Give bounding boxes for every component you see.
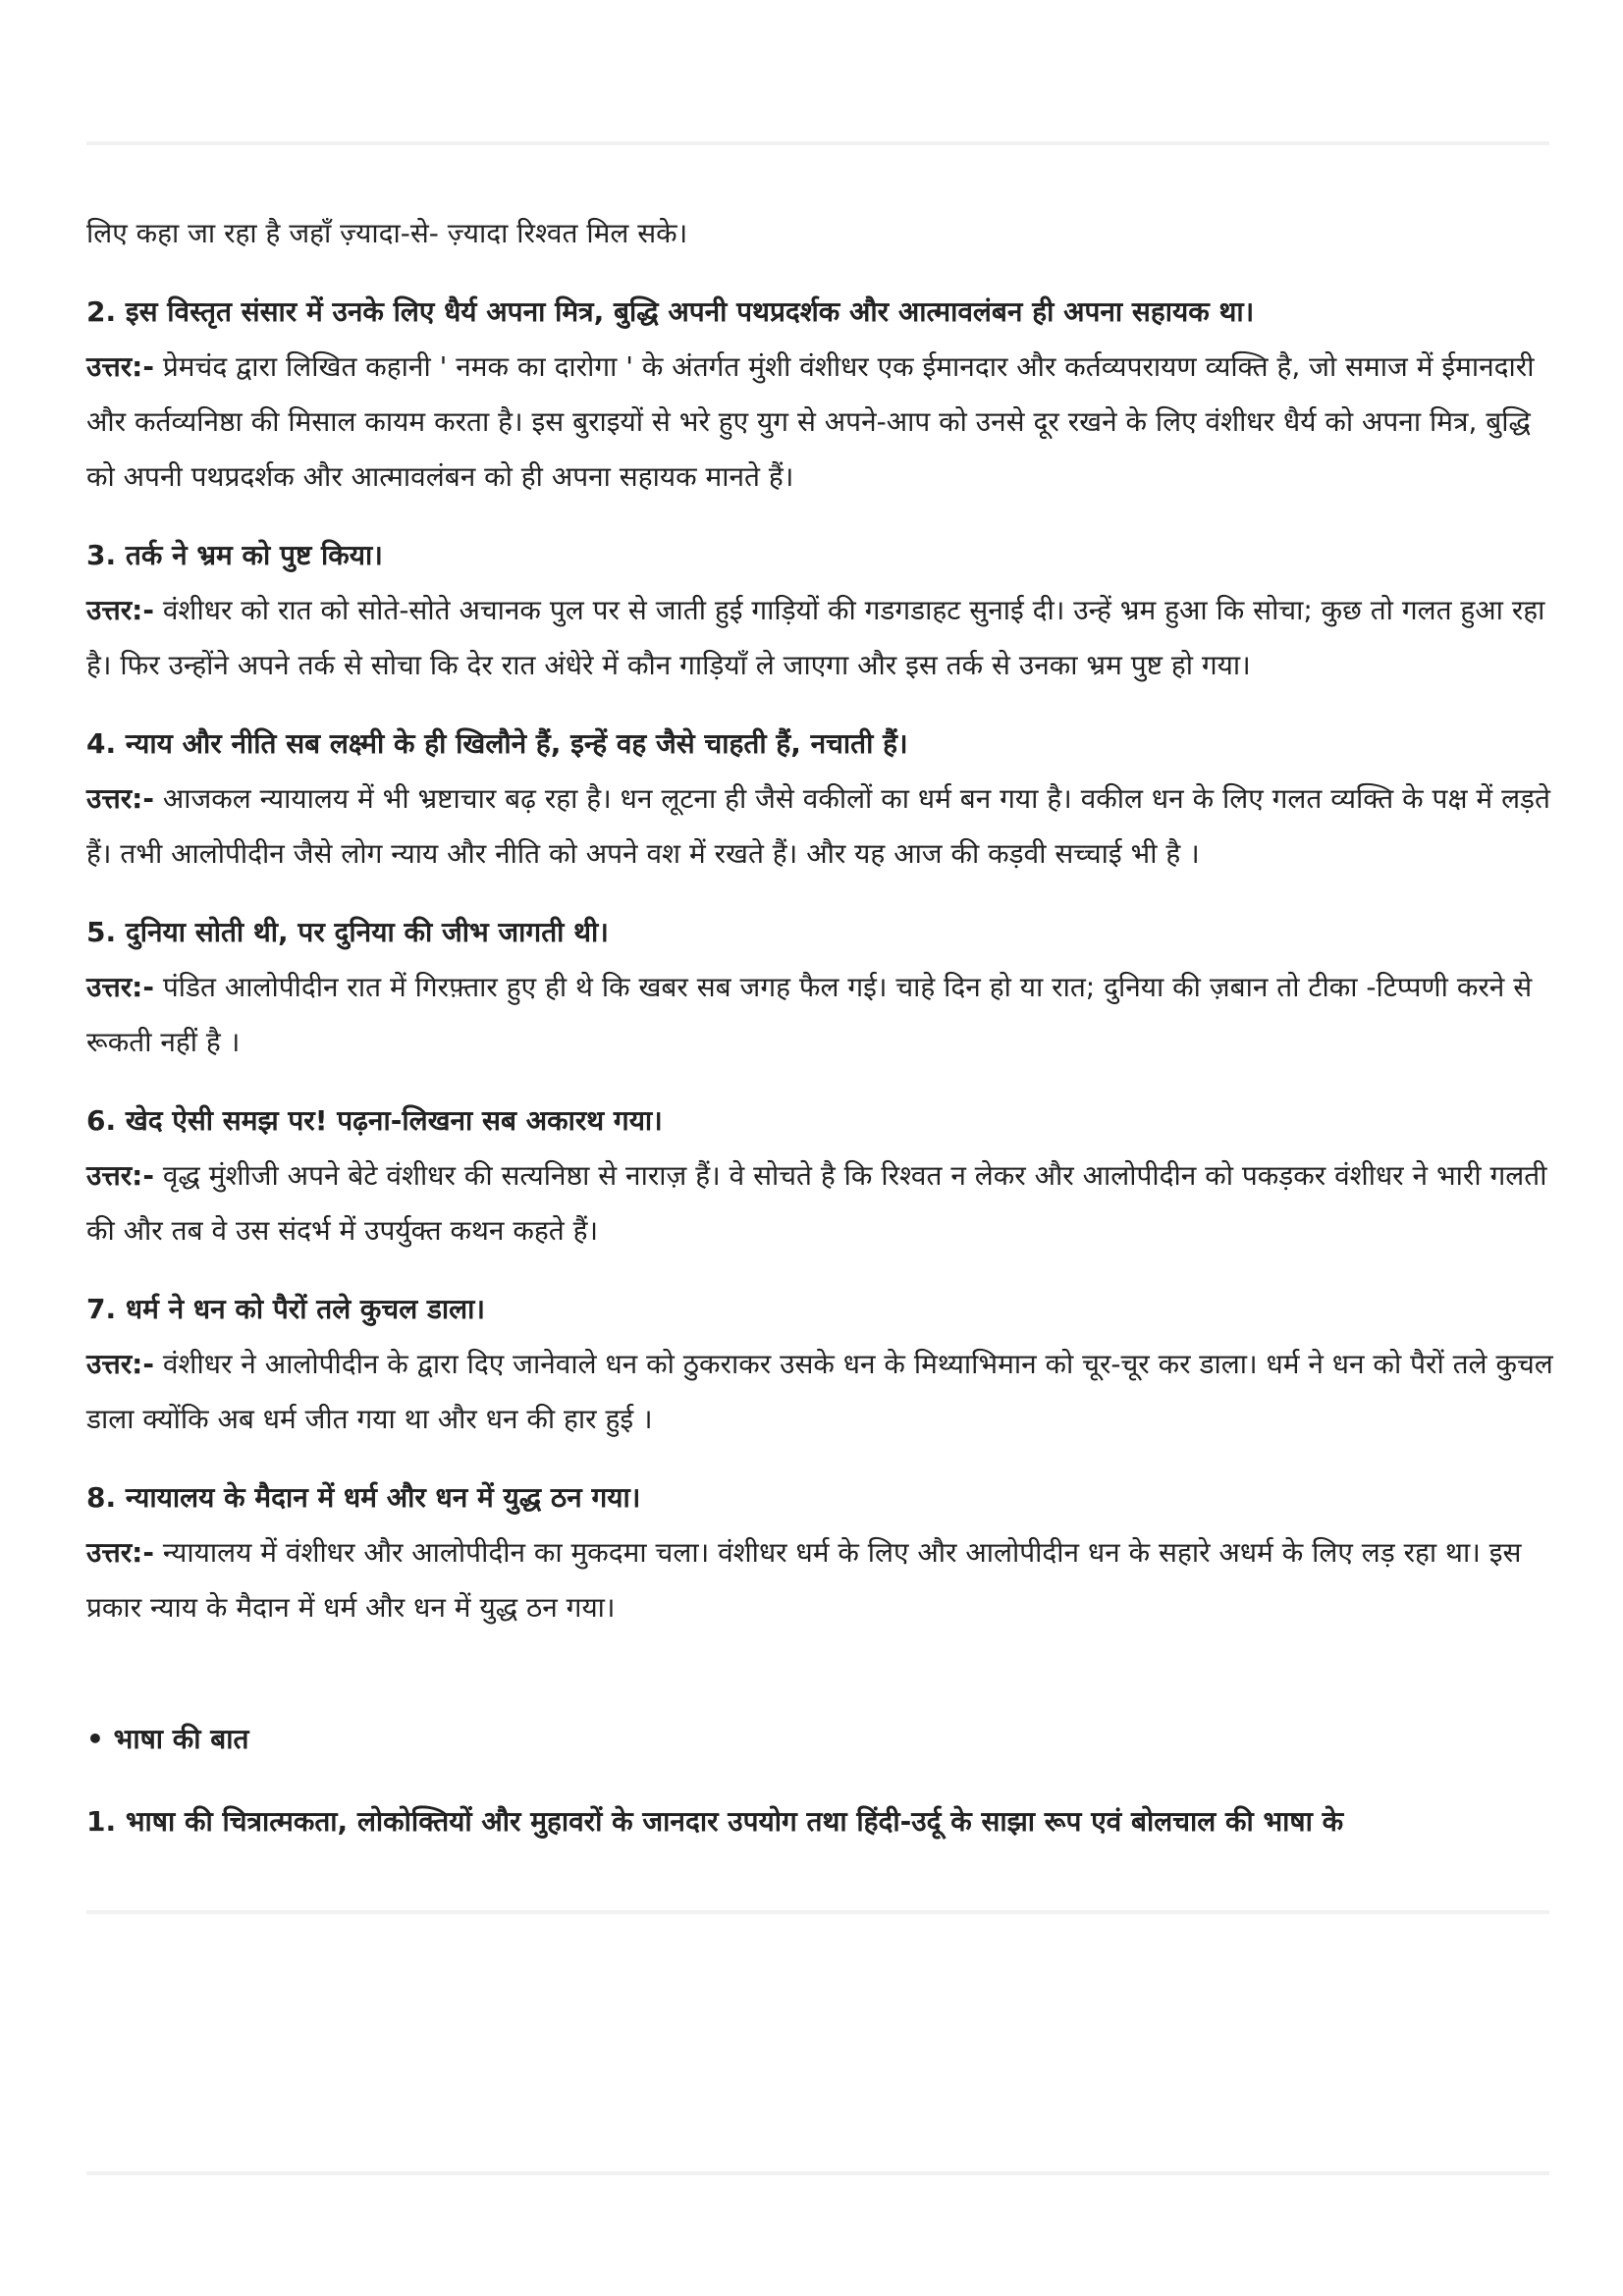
- qa-item-3: [86, 528, 1559, 693]
- qa-item-4: [86, 717, 1559, 881]
- question-8: 8. न्यायालय के मैदान में धर्म और धन में युद्ध ठन गया।: [86, 1481, 641, 1514]
- answer-label: उत्तर:-: [86, 1348, 154, 1380]
- answer-label: उत्तर:-: [86, 594, 154, 626]
- answer-2: [86, 340, 1559, 505]
- answer-text: वंशीधर को रात को सोते-सोते अचानक पुल पर से जाती हुई गाड़ियों की गडगडाहट सुनाई दी। उन्हें भ्रम हुआ कि सोचा; कुछ तो गलत हुआ रहा है। फिर उन्होंने अपने तर्क से सोचा कि देर रात अंधेरे में कौन गाड़ियाँ ले जाएगा और इस तर्क से उनका भ्रम पुष्ट हो गया।: [86, 594, 1545, 681]
- answer-text: वृद्ध मुंशीजी अपने बेटे वंशीधर की सत्यनिष्ठा से नाराज़ हैं। वे सोचते है कि रिश्वत न लेकर और आलोपीदीन को पकड़कर वंशीधर ने भारी गलती की और तब वे उस संदर्भ में उपर्युक्त कथन कहते हैं।: [86, 1159, 1547, 1247]
- qa-item-7: [86, 1282, 1559, 1447]
- question-2: 2. इस विस्तृत संसार में उनके लिए धैर्य अपना मित्र, बुद्धि अपनी पथप्रदर्शक और आत्मावलंबन ही अपना सहायक था।: [86, 295, 1255, 328]
- question-7: 7. धर्म ने धन को पैरों तले कुचल डाला।: [86, 1293, 486, 1325]
- top-divider: [86, 141, 1549, 145]
- section-divider: [86, 1910, 1549, 1914]
- answer-label: उत्तर:-: [86, 782, 154, 815]
- qa-item-6: [86, 1094, 1559, 1258]
- answer-label: उत्तर:-: [86, 350, 154, 383]
- answer-text: पंडित आलोपीदीन रात में गिरफ़्तार हुए ही थे कि खबर सब जगह फैल गई। चाहे दिन हो या रात; दुनिया की ज़बान तो टीका -टिप्पणी करने से रूकती नहीं है ।: [86, 971, 1533, 1058]
- answer-text: वंशीधर ने आलोपीदीन के द्वारा दिए जानेवाले धन को ठुकराकर उसके धन के मिथ्याभिमान को चूर-चूर कर डाला। धर्म ने धन को पैरों तले कुचल डाला क्योंकि अब धर्म जीत गया था और धन की हार हुई ।: [86, 1348, 1553, 1435]
- qa-item-2: [86, 285, 1559, 505]
- answer-3: [86, 583, 1559, 693]
- question-4: 4. न्याय और नीति सब लक्ष्मी के ही खिलौने हैं, इन्हें वह जैसे चाहती हैं, नचाती हैं।: [86, 727, 908, 760]
- answer-8: [86, 1525, 1559, 1635]
- answer-text: न्यायालय में वंशीधर और आलोपीदीन का मुकदमा चला। वंशीधर धर्म के लिए और आलोपीदीन धन के सहारे अधर्म के लिए लड़ रहा था। इस प्रकार न्याय के मैदान में धर्म और धन में युद्ध ठन गया।: [86, 1536, 1522, 1624]
- answer-6: [86, 1148, 1559, 1258]
- section-heading: • भाषा की बात: [86, 1723, 249, 1755]
- intro-paragraph: लिए कहा जा रहा है जहाँ ज़्यादा-से- ज़्यादा रिश्वत मिल सके।: [86, 217, 688, 249]
- answer-label: उत्तर:-: [86, 1536, 154, 1569]
- qa-item-5: [86, 905, 1559, 1070]
- answer-5: [86, 960, 1559, 1070]
- answer-text: आजकल न्यायालय में भी भ्रष्टाचार बढ़ रहा है। धन लूटना ही जैसे वकीलों का धर्म बन गया है। वकील धन के लिए गलत व्यक्ति के पक्ष में लड़ते हैं। तभी आलोपीदीन जैसे लोग न्याय और नीति को अपने वश में रखते हैं। और यह आज की कड़वी सच्चाई भी है ।: [86, 782, 1550, 870]
- question-5: 5. दुनिया सोती थी, पर दुनिया की जीभ जागती थी।: [86, 916, 609, 948]
- answer-label: उत्तर:-: [86, 1159, 154, 1192]
- language-question-1: 1. भाषा की चित्रात्मकता, लोकोक्तियों और मुहावरों के जानदार उपयोग तथा हिंदी-उर्दू के साझा रूप एवं बोलचाल की भाषा के: [86, 1805, 1344, 1838]
- qa-item-8: [86, 1470, 1559, 1635]
- answer-label: उत्तर:-: [86, 971, 154, 1003]
- question-3: 3. तर्क ने भ्रम को पुष्ट किया।: [86, 539, 383, 571]
- question-6: 6. खेद ऐसी समझ पर! पढ़ना-लिखना सब अकारथ गया।: [86, 1104, 663, 1137]
- bottom-divider: [86, 2171, 1549, 2175]
- answer-4: [86, 772, 1559, 881]
- answer-text: प्रेमचंद द्वारा लिखित कहानी ' नमक का दारोगा ' के अंतर्गत मुंशी वंशीधर एक ईमानदार और कर्तव्यपरायण व्यक्ति है, जो समाज में ईमानदारी और कर्तव्यनिष्ठा की मिसाल कायम करता है। इस बुराइयों से भरे हुए युग से अपने-आप को उनसे दूर रखने के लिए वंशीधर धैर्य को अपना मित्र, बुद्धि को अपनी पथप्रदर्शक और आत्मावलंबन को ही अपना सहायक मानते हैं।: [86, 350, 1535, 493]
- answer-7: [86, 1337, 1559, 1447]
- document-body: [86, 206, 1559, 1877]
